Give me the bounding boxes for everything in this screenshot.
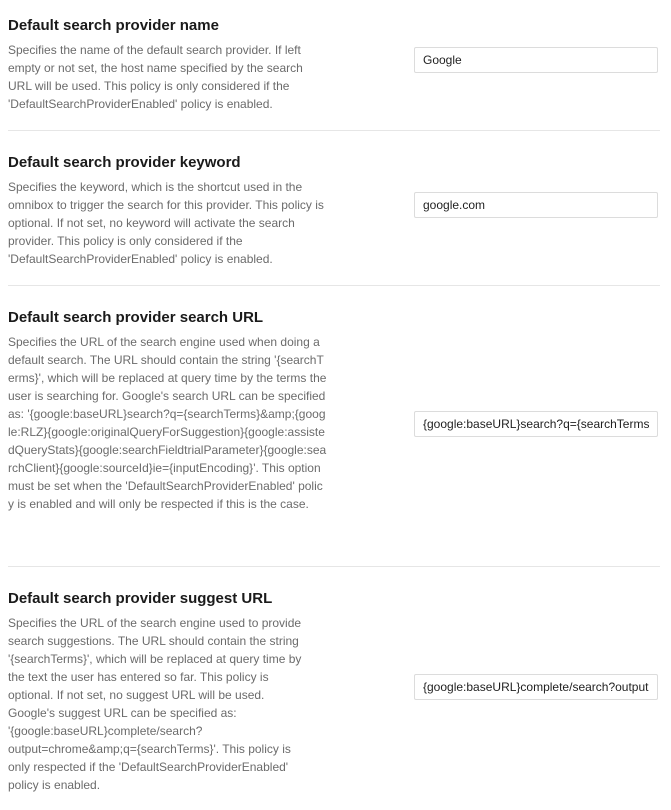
policy-description: Specifies the URL of the search engine used to provide search suggestions. The URL should contain the string '{searchTerms}', which will be replaced at query time by the text the user has entered so far. This policy is optional. If not set, no suggest URL will be used. Google's suggest URL can be specified as: '{google:baseURL}complete/search?output=chrome&amp;q={searchTerms}'. This policy is only respected if the 'DefaultSearchProviderEnabled' policy is enabled.: [8, 616, 302, 792]
policy-description: Specifies the keyword, which is the shortcut used in the omnibox to trigger the search for this provider. This policy is optional. If not set, no keyword will activate the search provider. This policy is only considered if the 'DefaultSearchProviderEnabled' policy is enabled.: [8, 180, 324, 266]
policy-title: Default search provider search URL: [8, 309, 264, 326]
policy-default-search-provider-keyword: [8, 154, 660, 286]
policy-title: Default search provider keyword: [8, 154, 241, 171]
policy-default-search-provider-suggest-url: [8, 590, 660, 800]
search-provider-search-url-input[interactable]: [414, 411, 658, 437]
policy-description: Specifies the name of the default search provider. If left empty or not set, the host name specified by the search URL will be used. This policy is only considered if the 'DefaultSearchProviderEnabled' policy is enabled.: [8, 43, 303, 111]
search-provider-name-input[interactable]: [414, 47, 658, 73]
policy-default-search-provider-search-url: [8, 309, 660, 567]
search-provider-keyword-input[interactable]: [414, 192, 658, 218]
policy-title: Default search provider name: [8, 17, 219, 34]
policy-title: Default search provider suggest URL: [8, 590, 273, 607]
policy-description: Specifies the URL of the search engine used when doing a default search. The URL should contain the string '{searchTerms}', which will be replaced at query time by the terms the user is searching for. Google's search URL can be specified as: '{google:baseURL}search?q={searchTerms}&amp;{google:RLZ}{google:originalQueryForSuggestion}{google:assistedQueryStats}{google:searchFieldtrialParameter}{google:searchClient}{google:sourceId}ie={inputEncoding}'. This option must be set when the 'DefaultSearchProviderEnabled' policy is enabled and will only be respected if this is the case.: [8, 335, 327, 511]
policy-default-search-provider-name: [8, 17, 660, 131]
search-provider-suggest-url-input[interactable]: [414, 674, 658, 700]
